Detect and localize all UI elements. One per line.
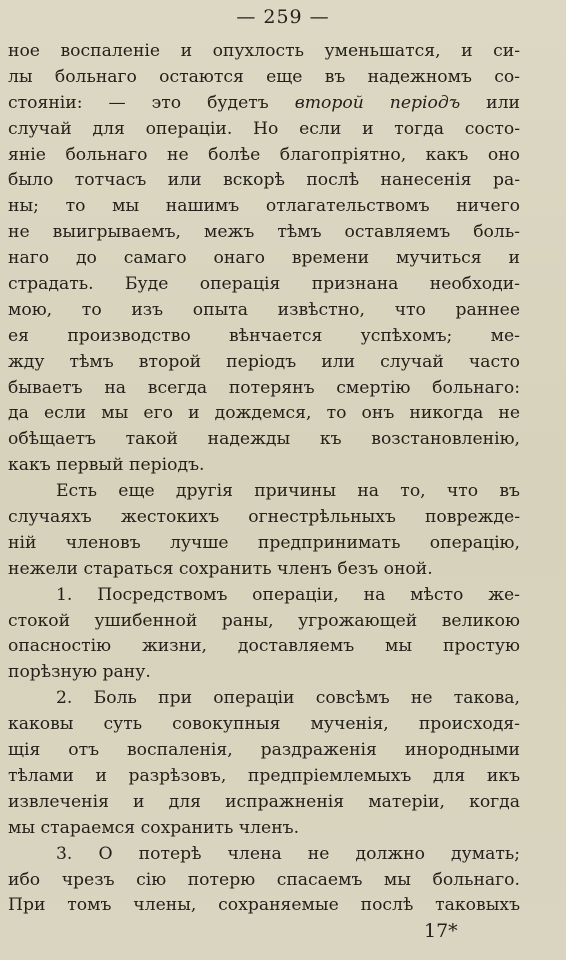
text-line xyxy=(8,660,520,686)
line-text: ное воспаленіе и опухлость уменьшатся, и си- xyxy=(8,41,520,61)
line-text: стояніи: — это будетъ xyxy=(8,92,295,113)
text-line xyxy=(8,168,520,194)
line-text: случай для операціи. Но если и тогда состо- xyxy=(8,118,520,139)
line-text: нежели стараться сохранить членъ безъ оной. xyxy=(8,558,433,579)
line-text: ній членовъ лучше предпринимать операцію, xyxy=(8,532,520,553)
text-line xyxy=(8,453,520,479)
text-line xyxy=(8,842,520,868)
text-line xyxy=(8,401,520,427)
text-line xyxy=(8,738,520,764)
text-line xyxy=(8,246,520,272)
line-text: лы больнаго остаются еще въ надежномъ со- xyxy=(8,66,520,87)
text-line xyxy=(8,505,520,531)
line-text: яніе больнаго не болѣе благопріятно, какъ оно xyxy=(8,144,520,165)
line-text: 1. Посредствомъ операціи, на мѣсто же- xyxy=(56,584,520,605)
text-line xyxy=(8,583,520,609)
text-line xyxy=(8,868,520,894)
line-text: стокой ушибенной раны, угрожающей великою xyxy=(8,610,520,631)
line-text: случаяхъ жестокихъ огнестрѣльныхъ поврежде- xyxy=(8,507,520,528)
line-text: порѣзную рану. xyxy=(8,662,151,683)
text-line xyxy=(8,531,520,557)
text-line xyxy=(8,816,520,842)
text-line xyxy=(8,272,520,298)
text-line xyxy=(8,91,520,117)
line-text: мы стараемся сохранить членъ. xyxy=(8,817,300,838)
line-text: 2. Боль при операціи совсѣмъ не такова, xyxy=(56,688,520,709)
text-line xyxy=(8,634,520,660)
page-number: — 259 — xyxy=(236,6,330,28)
text-line xyxy=(8,893,520,919)
text-line xyxy=(8,350,520,376)
text-line xyxy=(8,220,520,246)
text-line xyxy=(8,376,520,402)
line-text: мою, то изъ опыта извѣстно, что раннее xyxy=(8,299,520,320)
line-text: тѣлами и разрѣзовъ, предпріемлемыхъ для икъ xyxy=(8,765,520,786)
line-text: ея производство вѣнчается успѣхомъ; ме- xyxy=(8,325,520,346)
text-body xyxy=(8,39,520,919)
text-line xyxy=(8,557,520,583)
text-line xyxy=(8,790,520,816)
line-text: обѣщаетъ такой надежды къ возстановленію, xyxy=(8,429,520,450)
line-text: щія отъ воспаленія, раздраженія инородными xyxy=(8,740,520,761)
line-text: извлеченія и для испражненія матеріи, когда xyxy=(8,791,520,812)
line-text: не выигрываемъ, межъ тѣмъ оставляемъ боль- xyxy=(8,222,520,243)
line-text: При томъ члены, сохраняемые послѣ таковыхъ xyxy=(8,895,520,916)
text-line xyxy=(8,686,520,712)
text-line xyxy=(8,764,520,790)
line-text: жду тѣмъ второй періодъ или случай часто xyxy=(8,351,520,372)
line-text-tail: или xyxy=(460,92,520,113)
text-line xyxy=(8,479,520,505)
line-text: страдать. Буде операція признана необходи- xyxy=(8,274,520,295)
line-text: какъ первый періодъ. xyxy=(8,455,205,476)
line-text: было тотчасъ или вскорѣ послѣ нанесенія ра- xyxy=(8,170,520,191)
line-text: да если мы его и дождемся, то онъ никогда не xyxy=(8,403,520,424)
text-line xyxy=(8,324,520,350)
line-text: ибо чрезъ сію потерю спасаемъ мы больнаго. xyxy=(8,869,520,890)
text-line xyxy=(8,427,520,453)
line-text: каковы суть совокупныя мученія, происходя- xyxy=(8,714,520,735)
line-text: наго до самаго онаго времени мучиться и xyxy=(8,248,520,269)
text-line xyxy=(8,39,520,65)
text-line xyxy=(8,143,520,169)
line-text: бываетъ на всегда потерянъ смертію больнаго: xyxy=(8,377,520,398)
text-line xyxy=(8,712,520,738)
text-line xyxy=(8,609,520,635)
line-text: ны; то мы нашимъ отлагательствомъ ничего xyxy=(8,196,520,217)
line-text: Есть еще другія причины на то, что въ xyxy=(56,481,520,502)
line-text: 3. О потерѣ члена не должно думать; xyxy=(56,843,520,864)
text-line xyxy=(8,65,520,91)
text-line xyxy=(8,117,520,143)
signature-mark: 17* xyxy=(424,920,458,942)
line-text: опасностію жизни, доставляемъ мы простую xyxy=(8,636,520,657)
italic-text: второй періодъ xyxy=(294,92,461,113)
text-line xyxy=(8,194,520,220)
text-line xyxy=(8,298,520,324)
